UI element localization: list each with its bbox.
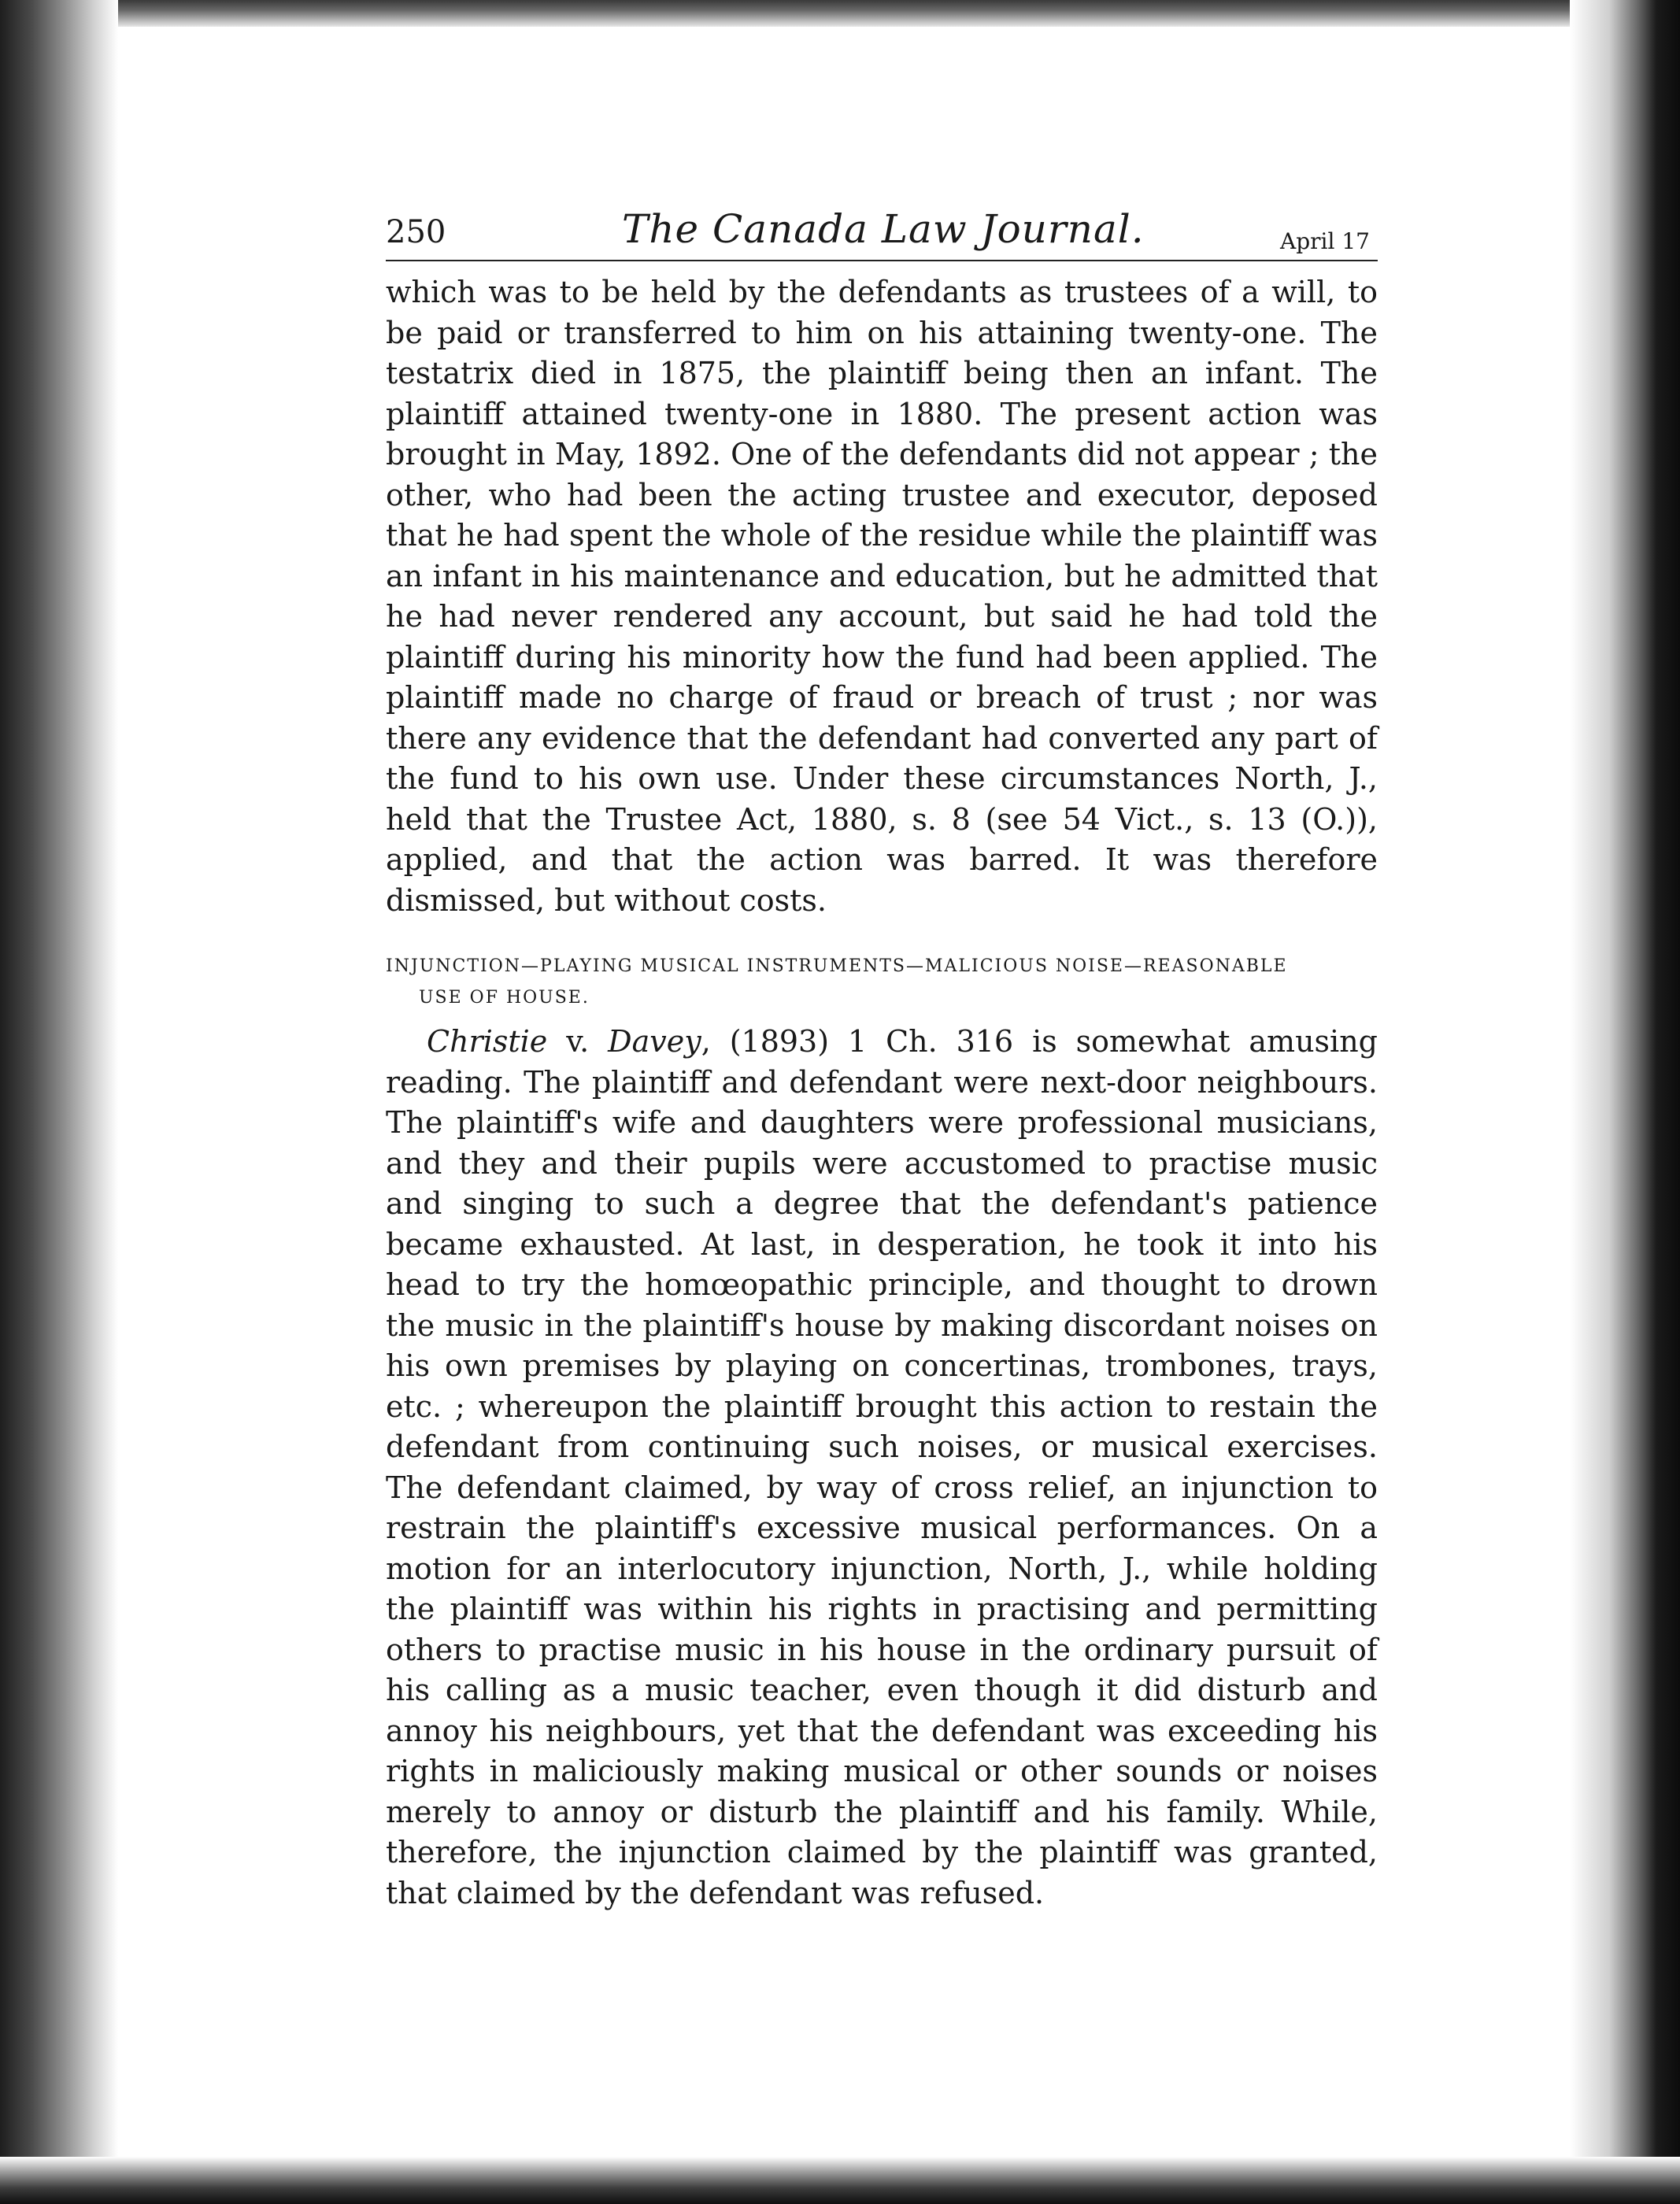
section-heading-line-1: INJUNCTION—PLAYING MUSICAL INSTRUMENTS—MALICIOUS NOISE—REASONABLE	[386, 956, 1288, 976]
page-content	[386, 197, 1378, 1914]
case-defendant-name: Davey	[608, 1024, 701, 1059]
issue-date: April 17	[1280, 228, 1370, 254]
scan-edge-left	[0, 0, 118, 2204]
page-number: 250	[386, 214, 446, 250]
journal-title: The Canada Law Journal.	[622, 206, 1145, 252]
running-head	[386, 197, 1378, 261]
section-heading-line-2: USE OF HOUSE.	[419, 988, 590, 1008]
paragraph-body: , (1893) 1 Ch. 316 is somewhat amusing reading. The plaintiff and defendant were next-door neighbours. The plaintiff's wife and daughters were professional musicians, and they and their pupils were accustomed to practise music and singing to such a degree that the defendant's patience became exhausted. At last, in desperation, he took it into his head to try the homœopathic principle, and thought to drown the music in the plaintiff's house by making discordant noises on his own premises by playing on concertinas, trombones, trays, etc. ; whereupon the plaintiff brought this action to restain the defendant from continuing such noises, or musical exercises. The defendant claimed, by way of cross relief, an injunction to restrain the plaintiff's excessive musical performances. On a motion for an interlocutory injunction, North, J., while holding the plaintiff was within his rights in practising and permitting others to practise music in his house in the ordinary pursuit of his calling as a music teacher, even though it did disturb and annoy his neighbours, yet that the defendant was exceeding his rights in maliciously making musical or other sounds or noises merely to annoy or disturb the plaintiff and his family. While, therefore, the injunction claimed by the plaintiff was granted, that claimed by the defendant was refused.	[386, 1024, 1378, 1910]
scan-edge-right	[1570, 0, 1680, 2204]
case-plaintiff-name: Christie	[427, 1024, 548, 1059]
paragraph-christie-v-davey	[386, 1022, 1378, 1914]
scan-edge-top	[0, 0, 1680, 27]
scan-edge-bottom	[0, 2157, 1680, 2204]
case-connector: v.	[547, 1024, 609, 1059]
section-heading	[386, 951, 1378, 1014]
paragraph-trustee-act: which was to be held by the defendants as trustees of a will, to be paid or transferred to him on his attaining twenty-one. The testatrix died in 1875, the plaintiff being then an infant. The plaintiff attained twenty-one in 1880. The present action was brought in May, 1892. One of the defendants did not appear ; the other, who had been the acting trustee and executor, deposed that he had spent the whole of the residue while the plaintiff was an infant in his maintenance and education, but he admitted that he had never rendered any account, but said he had told the plaintiff during his minority how the fund had been applied. The plaintiff made no charge of fraud or breach of trust ; nor was there any evidence that the defendant had converted any part of the fund to his own use. Under these circumstances North, J., held that the Trustee Act, 1880, s. 8 (see 54 Vict., s. 13 (O.)), applied, and that the action was barred. It was therefore dismissed, but without costs.	[386, 275, 1378, 918]
